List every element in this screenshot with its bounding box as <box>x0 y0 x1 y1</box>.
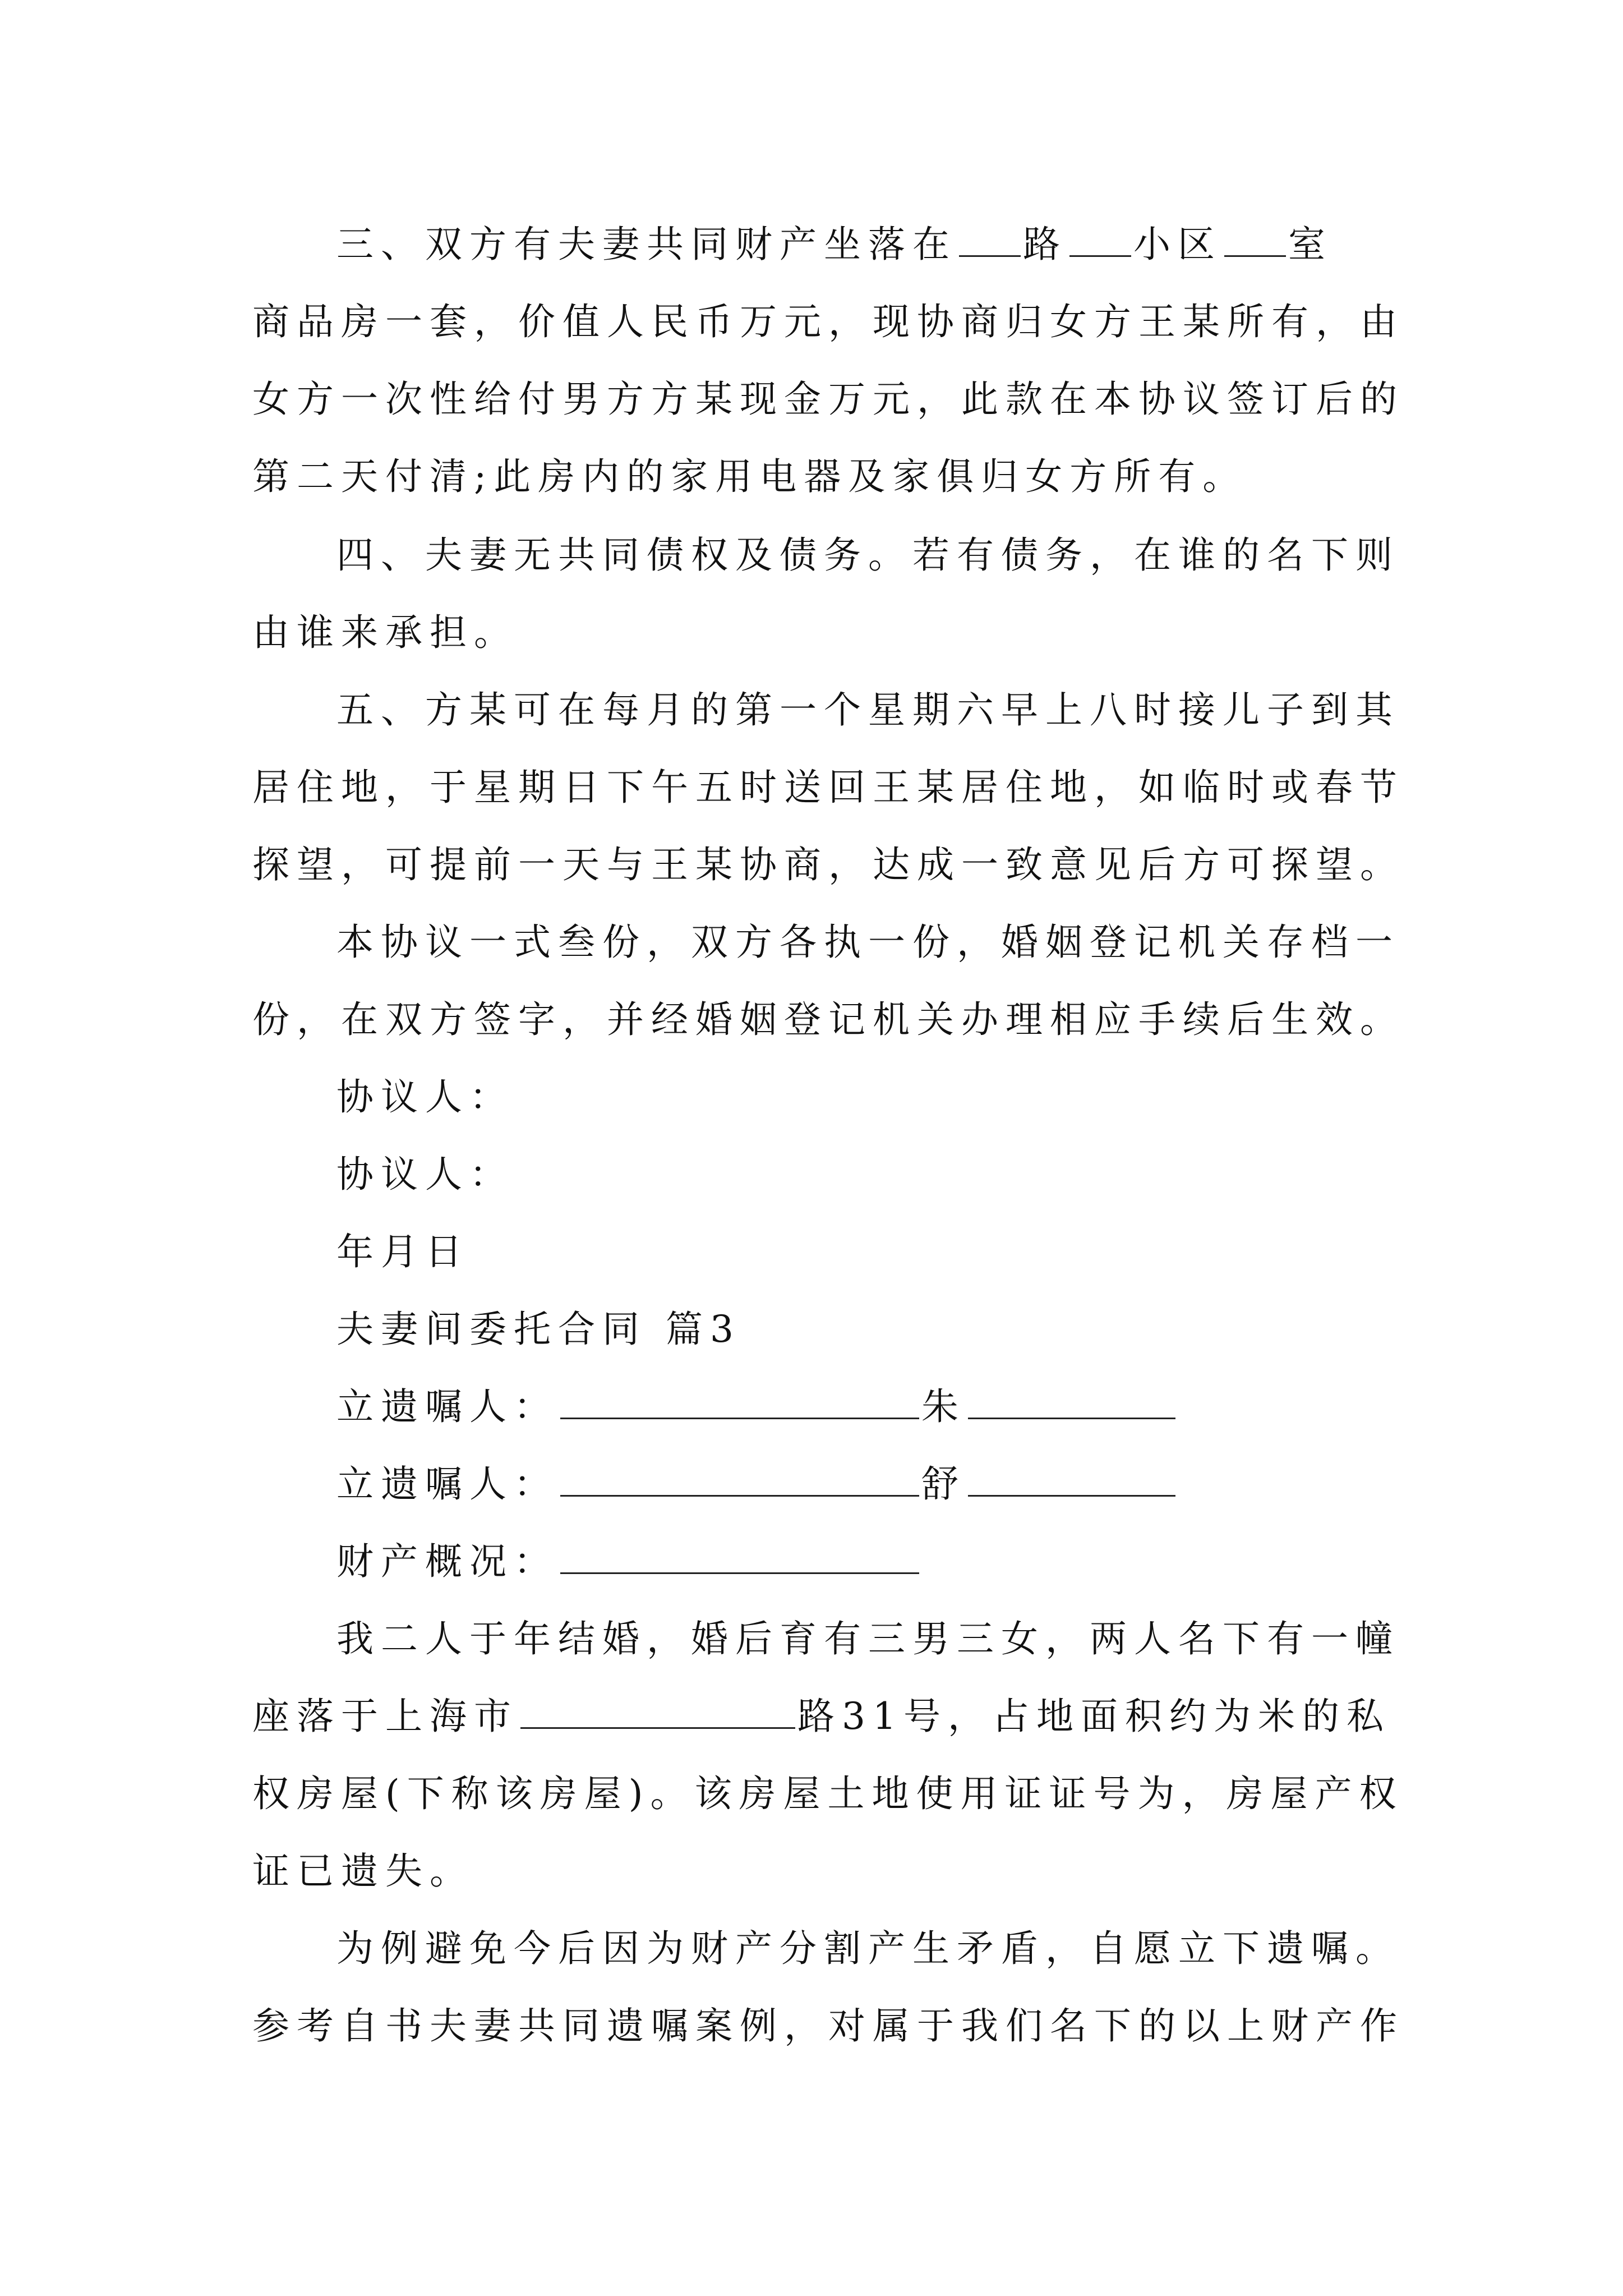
property-overview-line <box>336 1539 1469 1584</box>
visitation-clause-line: 五、方某可在每月的第一个星期六早上八时接儿子到其 <box>336 688 1400 731</box>
community-label: 小区 <box>1133 223 1222 266</box>
address-line <box>252 1694 1391 1739</box>
paragraph-line: 证已遗失。 <box>252 1849 474 1893</box>
testator-name-blank <box>968 1414 1175 1419</box>
testator-blank <box>560 1414 919 1419</box>
room-label: 室 <box>1288 223 1332 266</box>
property-clause-line-1 <box>336 222 1469 267</box>
community-blank <box>1069 252 1131 257</box>
room-blank <box>1224 252 1286 257</box>
party-signature-label: 协议人： <box>336 1153 514 1196</box>
road-blank <box>959 252 1021 257</box>
will-purpose-line: 为例避免今后因为财产分割产生矛盾，自愿立下遗嘱。 <box>336 1927 1400 1970</box>
party-signature-label: 协议人： <box>336 1075 514 1119</box>
testator-label: 立遗嘱人： <box>336 1462 558 1506</box>
date-label: 年月日 <box>336 1230 469 1273</box>
testator-name: 朱 <box>921 1385 966 1428</box>
address-text-start: 座落于上海市 <box>252 1695 518 1738</box>
address-text-end: 路31号，占地面积约为米的私 <box>797 1695 1391 1738</box>
debt-clause-line: 四、夫妻无共同债权及债务。若有债务，在谁的名下则 <box>336 533 1400 577</box>
copies-clause-line: 本协议一式叁份，双方各执一份，婚姻登记机关存档一 <box>336 921 1400 964</box>
road-label: 路 <box>1023 223 1067 266</box>
testator-line <box>336 1384 1469 1429</box>
paragraph-line: 份，在双方签字，并经婚姻登记机关办理相应手续后生效。 <box>252 998 1404 1041</box>
paragraph-line: 第二天付清;此房内的家用电器及家俱归女方所有。 <box>252 455 1247 498</box>
road-name-blank <box>520 1724 795 1729</box>
section-title: 夫妻间委托合同 篇3 <box>336 1308 741 1351</box>
property-overview-blank <box>560 1569 919 1574</box>
testator-label: 立遗嘱人： <box>336 1385 558 1428</box>
testator-blank <box>560 1492 919 1497</box>
testator-name: 舒 <box>921 1462 966 1506</box>
property-clause-text: 三、双方有夫妻共同财产坐落在 <box>336 223 957 266</box>
testator-name-blank <box>968 1492 1175 1497</box>
marriage-paragraph-line: 我二人于年结婚，婚后育有三男三女，两人名下有一幢 <box>336 1617 1400 1660</box>
property-overview-label: 财产概况： <box>336 1540 558 1583</box>
paragraph-line: 商品房一套，价值人民币万元，现协商归女方王某所有，由 <box>252 300 1404 343</box>
paragraph-line: 参考自书夫妻共同遗嘱案例，对属于我们名下的以上财产作 <box>252 2004 1404 2047</box>
paragraph-line: 居住地，于星期日下午五时送回王某居住地，如临时或春节 <box>252 766 1404 809</box>
paragraph-line: 由谁来承担。 <box>252 611 518 654</box>
paragraph-line: 探望，可提前一天与王某协商，达成一致意见后方可探望。 <box>252 843 1404 886</box>
paragraph-line: 女方一次性给付男方方某现金万元，此款在本协议签订后的 <box>252 378 1404 421</box>
testator-line <box>336 1462 1469 1507</box>
paragraph-line: 权房屋(下称该房屋)。该房屋土地使用证证号为，房屋产权 <box>252 1772 1404 1815</box>
